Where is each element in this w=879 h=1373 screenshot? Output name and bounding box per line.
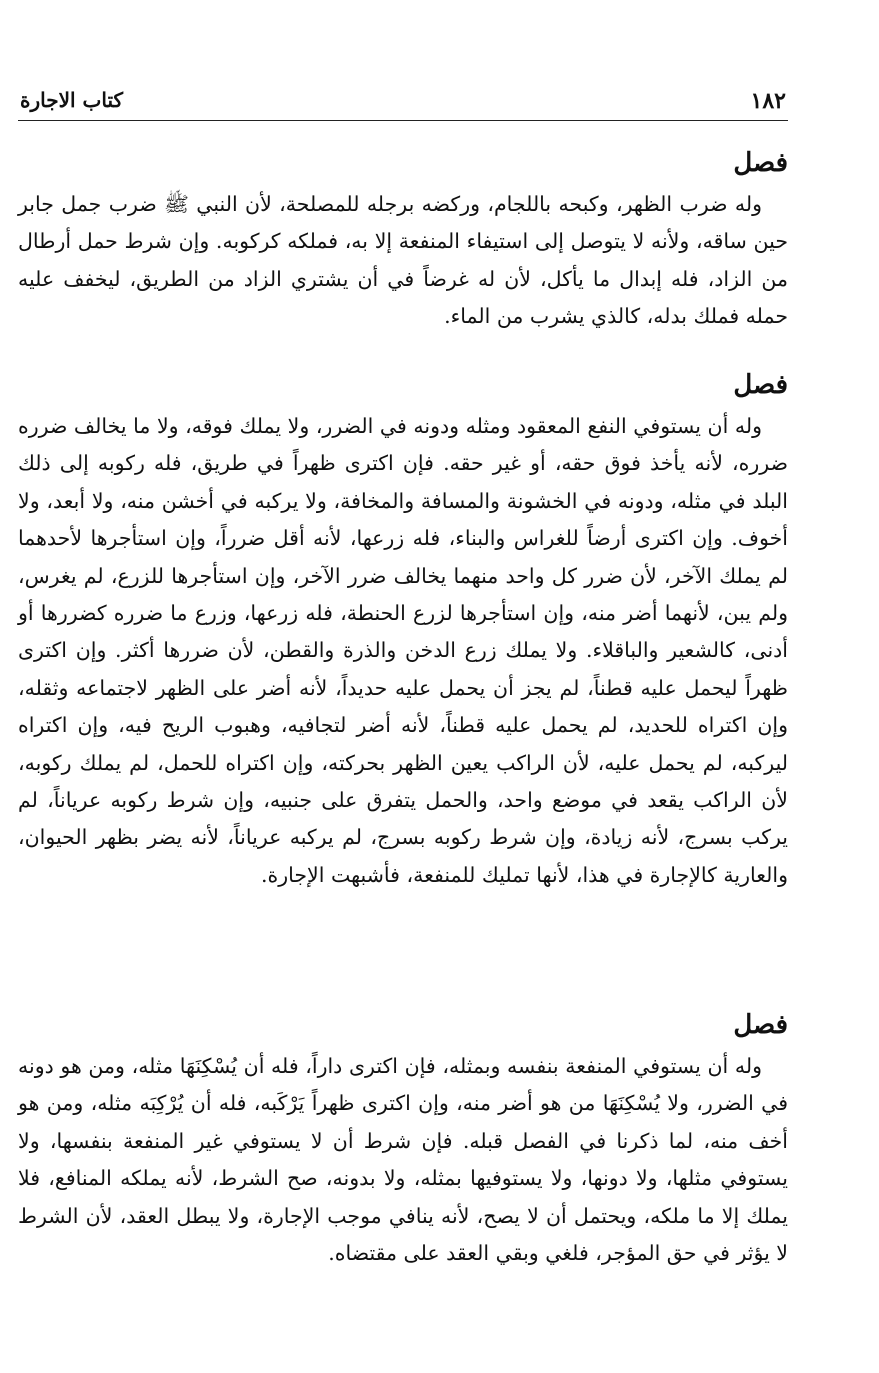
section-paragraph: وله ضرب الظهر، وكبحه باللجام، وركضه برجله للمصلحة، لأن النبي ﷺ ضرب جمل جابر حين ساقه، ولأنه لا يتوصل إلى استيفاء المنفعة إلا به، فملكه كركوبه. وإن شرط حمل أرطال من الزاد، فله إبدال ما يأكل، لأن له غرضاً في أن يشتري الزاد من الطريق، ليخفف عليه حمله فملك بدله، كالذي يشرب من الماء. [18,192,789,329]
section-paragraph: وله أن يستوفي النفع المعقود ومثله ودونه في الضرر، ولا يملك فوقه، ولا ما يخالف ضرره ضرره، لأنه يأخذ فوق حقه، أو غير حقه. فإن اكترى ظهراً في طريق، فله ركوبه إلى ذلك البلد في مثله، ودونه في الخشونة والمسافة والمخافة، ولا يركبه في أخشن منه، ولا أبعد، ولا أخوف. وإن اكترى أرضاً للغراس والبناء، فله زرعها، لأنه أقل ضرراً، وإن استأجرها لأحدهما لم يملك الآخر، لأن ضرر كل واحد منهما يخالف ضرر الآخر، وإن استأجرها للزرع، لم يغرس، ولم يبن، لأنهما أضر منه، وإن استأجرها لزرع الحنطة، فله زرعها، وزرع ما ضرره كضررها أو أدنى، كالشعير والباقلاء. ولا يملك زرع الدخن والذرة والقطن، لأن ضررها أكثر. وإن اكترى ظهراً ليحمل عليه قطناً، لم يجز أن يحمل عليه حديداً، لأنه أضر على الظهر لاجتماعه وثقله، وإن اكتراه للحديد، لم يحمل عليه قطناً، لأنه أضر لتجافيه، وهبوب الريح فيه، وإن اكتراه ليركبه، لم يحمل عليه، لأن الراكب يعين الظهر بحركته، وإن اكتراه للحمل، لم يملك ركوبه، لأن الراكب يقعد في موضع واحد، والحمل يتفرق على جنبيه، وإن شرط ركوبه عرياناً، لم يركب بسرج، لأنه زيادة، وإن شرط ركوبه بسرج، لم يركبه عرياناً، لأنه يضر بظهر الحيوان، والعارية كالإجارة في هذا، لأنها تمليك للمنفعة، فأشبهت الإجارة. [18,414,788,887]
section-paragraph: وله أن يستوفي المنفعة بنفسه وبمثله، فإن اكترى داراً، فله أن يُسْكِنَهَا مثله، ومن هو دونه في الضرر، ولا يُسْكِنَهَا من هو أضر منه، وإن اكترى ظهراً يَرْكَبه، فله أن يُرْكِبَه مثله، ومن هو أخف منه، لما ذكرنا في الفصل قبله. فإن شرط أن لا يستوفي غير المنفعة بنفسها، ولا يستوفي مثلها، ولا دونها، ولا يستوفيها بمثله، ولا بدونه، صح الشرط، لأنه يملكه المنافع، فلا يملك إلا ما ملكه، ويحتمل أن لا يصح، لأنه ينافي موجب الإجارة، ولا يبطل العقد، لأن الشرط لا يؤثر في حق المؤجر، فلغي وبقي العقد على مقتضاه. [18,1054,788,1266]
section-heading: فصل [733,1010,788,1040]
section-heading: فصل [733,370,788,400]
running-header [18,80,788,121]
page-number: ١٨٢ [750,88,786,114]
book-page [18,0,788,1373]
section-heading: فصل [733,148,788,178]
book-title: كتاب الاجارة [20,88,123,112]
section-2 [18,362,788,894]
section-3 [18,1002,788,1272]
section-1 [18,140,788,336]
